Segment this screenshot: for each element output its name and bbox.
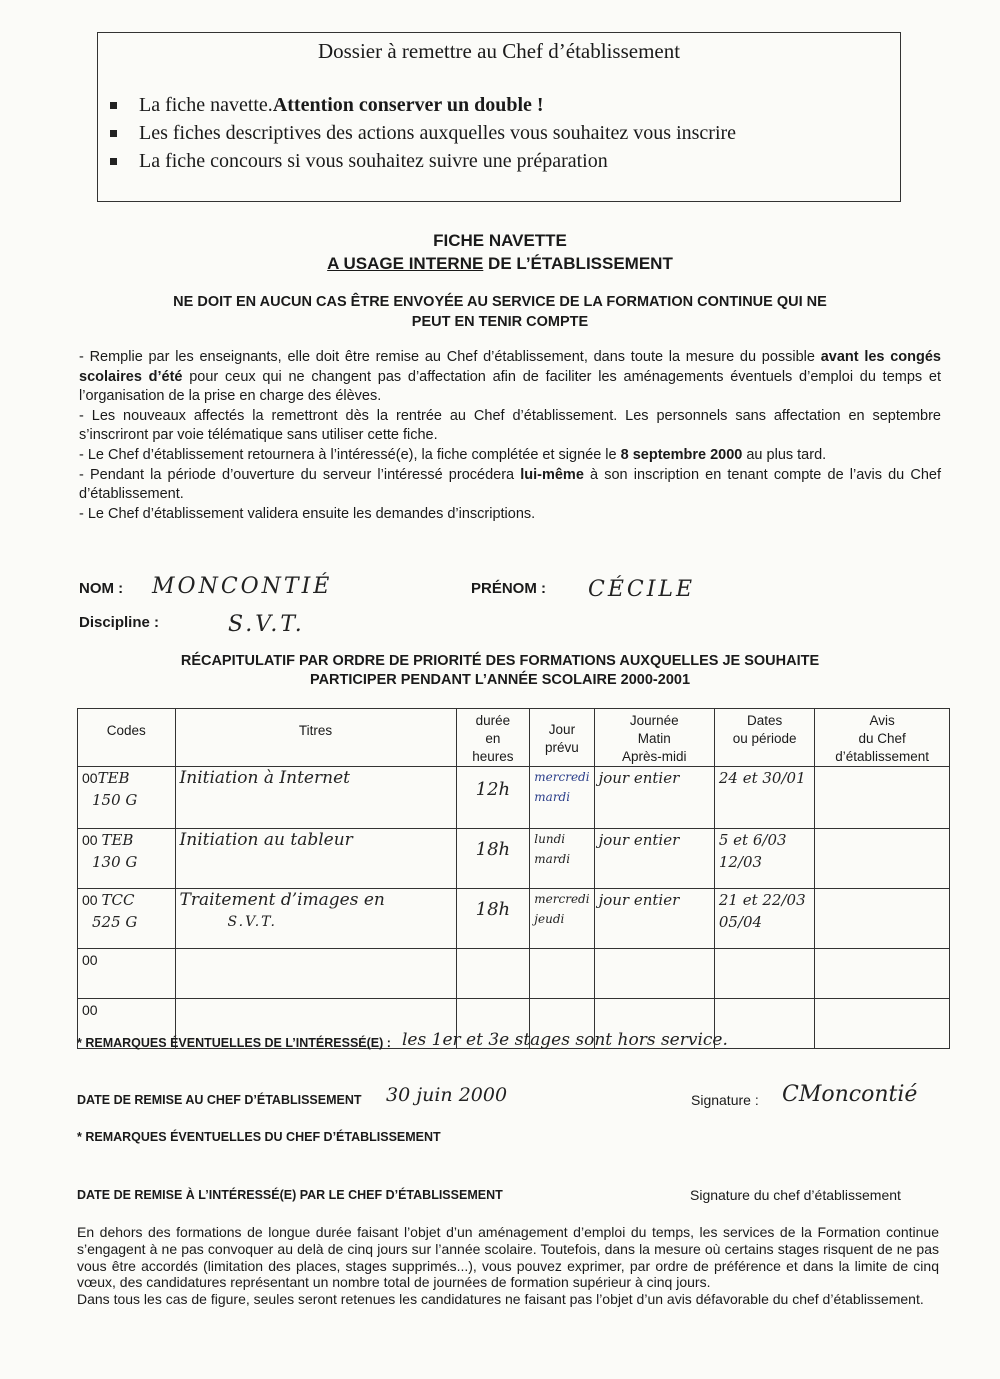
journee-text: jour entier [598, 891, 680, 909]
day-cell[interactable] [530, 767, 594, 829]
notice-box [97, 32, 901, 202]
title-cell[interactable] [175, 829, 456, 889]
dates-cell[interactable] [714, 767, 814, 829]
subtitle-underlined: A USAGE INTERNE [327, 254, 484, 273]
code-cell[interactable] [78, 889, 176, 949]
instruction-text: - Remplie par les enseignants, elle doit être remise au Chef d’établissement, dans toute la mesure du possible [79, 349, 821, 365]
code-b: 130 G [92, 853, 138, 871]
form-subtitle [0, 254, 1000, 274]
dates-cell[interactable] [714, 949, 814, 999]
code-prefix: 00 [82, 952, 98, 968]
col-avis-label: Avis [869, 713, 895, 728]
journee-cell[interactable] [594, 949, 714, 999]
day-cell[interactable] [530, 829, 594, 889]
journee-cell[interactable] [594, 889, 714, 949]
code-prefix: 00 [82, 1002, 98, 1018]
dates-text: 24 et 30/01 [718, 769, 806, 787]
table-header-row [78, 709, 950, 767]
instruction-bold: lui-même [520, 466, 584, 483]
avis-cell[interactable] [815, 889, 950, 949]
col-duree [456, 709, 530, 767]
bullet-icon [110, 102, 117, 109]
code-cell[interactable] [78, 829, 176, 889]
instruction-paragraph: - Le Chef d’établissement validera ensuite les demandes d’inscriptions. [79, 505, 536, 522]
code-prefix: 00 [82, 892, 98, 908]
day-cell[interactable] [530, 889, 594, 949]
footer-paragraph: En dehors des formations de longue durée faisant l’objet d’un aménagement d’emploi du temps, les services de la Formation continue s’engagent à ne pas convoquer au delà de cinq jours sur l’année scolaire. Toutefois, dans la mesure où certains stages risquent de ne pas vous être accordés (limitation des places, stages supprimés...), vous pouvez exprimer, par ordre de préférence et dans la limite de cinq vœux, des candidatures représentant un nombre total de journées de formation supérieur à cinq jours. [77, 1224, 939, 1291]
table-row [78, 889, 950, 949]
remarks-interesse-value[interactable]: les 1er et 3e stages sont hors service. [402, 1030, 728, 1050]
day-text: lundi [534, 832, 566, 846]
avis-cell[interactable] [815, 767, 950, 829]
dates-text: 05/04 [718, 913, 763, 931]
col-avis [815, 709, 950, 767]
instruction-paragraph: - Les nouveaux affectés la remettront dès la rentrée au Chef d’établissement. Les personnels sans affectation en septembre s’inscriront par voie télématique sans utiliser cette fiche. [79, 407, 941, 444]
journee-text: jour entier [598, 769, 680, 787]
duration-text: 18h [475, 899, 511, 920]
code-prefix: 00 [82, 770, 98, 786]
signature-chef-label: Signature du chef d’établissement [690, 1187, 901, 1203]
title-text: Traitement d’images en [179, 890, 385, 910]
notice-item [110, 147, 736, 175]
title-cell[interactable] [175, 949, 456, 999]
instruction-bold: avant les congés scolaires d’été [79, 349, 942, 385]
title-cell[interactable] [175, 889, 456, 949]
col-titres [175, 709, 456, 767]
recap-line-1: RÉCAPITULATIF PAR ORDRE DE PRIORITÉ DES FORMATIONS AUXQUELLES JE SOUHAITE [180, 653, 820, 669]
col-dates-label: Dates [746, 713, 783, 728]
footer-paragraph: Dans tous les cas de figure, seules seront retenues les candidatures ne faisant pas l’objet d’un avis défavorable du chef d’établissement. [77, 1291, 924, 1308]
date-remise-label: DATE DE REMISE AU CHEF D’ÉTABLISSEMENT [77, 1093, 362, 1107]
title-text: Initiation au tableur [179, 830, 353, 850]
col-titres-label: Titres [298, 723, 333, 738]
day-text: mercredi [534, 770, 590, 784]
day-text: mercredi [534, 892, 590, 906]
day-text: mardi [534, 852, 571, 866]
prenom-label: PRÉNOM : [471, 580, 546, 597]
duration-text: 12h [475, 779, 511, 800]
col-journee-label: Après-midi [621, 749, 687, 764]
instruction-paragraph [79, 446, 941, 466]
nom-value[interactable]: MONCONTIÉ [152, 574, 333, 599]
notice-list [110, 91, 736, 175]
instruction-text: - Pendant la période d’ouverture du serveur l’intéressé procédera [79, 466, 521, 483]
training-table [77, 708, 950, 1049]
warning-line-2: PEUT EN TENIR COMPTE [411, 314, 589, 330]
dates-text: 5 et 6/03 [718, 831, 787, 849]
table-row [78, 767, 950, 829]
code-prefix: 00 [82, 832, 98, 848]
remarks-chef-label: * REMARQUES ÉVENTUELLES DU CHEF D’ÉTABLISSEMENT [77, 1130, 441, 1144]
notice-item-text: La fiche navette. [139, 94, 273, 116]
avis-cell[interactable] [815, 949, 950, 999]
notice-item-text: La fiche concours si vous souhaitez suivre une préparation [139, 150, 608, 172]
col-duree-label: en [485, 731, 501, 746]
notice-title: Dossier à remettre au Chef d’établissement [317, 39, 681, 63]
instructions [79, 348, 941, 524]
duration-cell[interactable] [456, 889, 530, 949]
signature-value[interactable]: CMoncontié [782, 1082, 918, 1107]
table-row [78, 829, 950, 889]
warning-line-1: NE DOIT EN AUCUN CAS ÊTRE ENVOYÉE AU SERVICE DE LA FORMATION CONTINUE QUI NE [173, 294, 827, 310]
code-cell[interactable] [78, 767, 176, 829]
bullet-icon [110, 158, 117, 165]
recap-line-2: PARTICIPER PENDANT L’ANNÉE SCOLAIRE 2000-2001 [309, 672, 691, 688]
col-jour-label: prévu [545, 740, 579, 755]
col-dates-label: ou période [732, 731, 797, 746]
form-title: FICHE NAVETTE [433, 231, 567, 250]
code-b: 150 G [92, 791, 138, 809]
journee-cell[interactable] [594, 767, 714, 829]
avis-cell[interactable] [815, 829, 950, 889]
col-journee-label: Journée [629, 713, 679, 728]
col-journee [594, 709, 714, 767]
col-dates [714, 709, 814, 767]
day-text: jeudi [534, 912, 565, 926]
duration-cell[interactable] [456, 829, 530, 889]
dates-cell[interactable] [714, 829, 814, 889]
notice-item-text: Les fiches descriptives des actions auxquelles vous souhaitez vous inscrire [139, 122, 737, 144]
instruction-paragraph [79, 348, 941, 407]
col-jour-label: Jour [548, 722, 576, 737]
instruction-text: à son inscription en tenant compte de l’avis du Chef d’établissement. [79, 466, 941, 503]
instruction-text: au plus tard. [742, 446, 827, 463]
discipline-label: Discipline : [79, 614, 160, 631]
date-remise-value[interactable]: 30 juin 2000 [386, 1084, 508, 1106]
notice-item [110, 119, 736, 147]
avis-cell[interactable] [815, 999, 950, 1049]
dates-text: 12/03 [718, 853, 763, 871]
bullet-icon [110, 130, 117, 137]
date-retour-label: DATE DE REMISE À L’INTÉRESSÉ(E) PAR LE CHEF D’ÉTABLISSEMENT [77, 1188, 503, 1202]
code-a: TEB [97, 769, 130, 787]
day-text: mardi [534, 790, 571, 804]
instruction-bold: 8 septembre 2000 [620, 446, 743, 463]
nom-label: NOM : [79, 580, 124, 597]
discipline-value[interactable]: S.V.T. [228, 612, 305, 637]
col-avis-label: d’établissement [835, 749, 930, 764]
duration-cell[interactable] [456, 767, 530, 829]
signature-label: Signature : [691, 1092, 759, 1108]
dates-cell[interactable] [714, 999, 814, 1049]
code-cell[interactable] [78, 949, 176, 999]
instruction-text: - Le Chef d’établissement retournera à l’intéressé(e), la fiche complétée et signée le [79, 446, 621, 463]
title-text: Initiation à Internet [179, 768, 350, 788]
code-b: 525 G [92, 913, 138, 931]
journee-cell[interactable] [594, 829, 714, 889]
prenom-value[interactable]: CÉCILE [588, 577, 696, 602]
dates-text: 21 et 22/03 [718, 891, 806, 909]
remarks-interesse-label: * REMARQUES ÉVENTUELLES DE L’INTÉRESSÉ(E) : [77, 1036, 391, 1050]
notice-item-bold: Attention conserver un double ! [272, 94, 544, 116]
title-cell[interactable] [175, 767, 456, 829]
col-duree-label: heures [472, 749, 514, 764]
table-row [78, 949, 950, 999]
dates-cell[interactable] [714, 889, 814, 949]
day-cell[interactable] [530, 949, 594, 999]
subtitle-rest: DE L’ÉTABLISSEMENT [483, 254, 673, 273]
duration-text: 18h [475, 839, 511, 860]
notice-item [110, 91, 736, 119]
col-codes [78, 709, 176, 767]
code-a: TEB [101, 831, 134, 849]
code-a: TCC [101, 891, 135, 909]
col-journee-label: Matin [637, 731, 671, 746]
col-codes-label: Codes [106, 723, 146, 738]
col-avis-label: du Chef [858, 731, 906, 746]
instruction-text: pour ceux qui ne changent pas d’affectation afin de faciliter les aménagements éventuels d’emploi du temps et l’organisation de la prise en charge des élèves. [79, 368, 942, 405]
duration-cell[interactable] [456, 949, 530, 999]
col-duree-label: durée [475, 713, 511, 728]
col-jour [530, 709, 594, 767]
footer-notice [77, 1224, 939, 1308]
journee-text: jour entier [598, 831, 680, 849]
title-text: S.V.T. [227, 914, 277, 930]
instruction-paragraph [79, 466, 941, 505]
